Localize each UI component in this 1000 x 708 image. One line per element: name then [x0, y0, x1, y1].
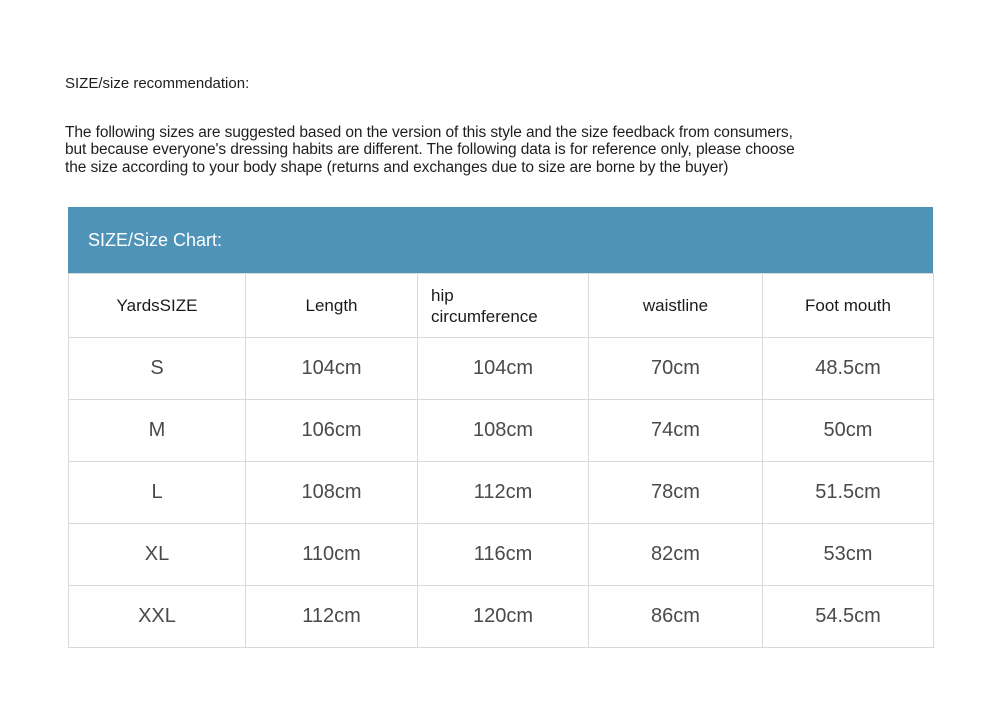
measurement-cell: 116cm: [418, 524, 589, 586]
column-header-hip: hip circumference: [418, 274, 589, 338]
measurement-cell: 82cm: [589, 524, 763, 586]
size-chart-table: [68, 273, 934, 648]
measurement-cell: 48.5cm: [763, 338, 934, 400]
size-cell: L: [69, 462, 246, 524]
measurement-cell: 110cm: [246, 524, 418, 586]
size-cell: S: [69, 338, 246, 400]
header-row: [69, 274, 934, 338]
table-row: [69, 462, 934, 524]
size-chart-header-bar: [68, 207, 933, 273]
measurement-cell: 86cm: [589, 586, 763, 648]
size-recommendation-title: SIZE/size recommendation:: [65, 75, 250, 92]
measurement-cell: 112cm: [246, 586, 418, 648]
table-row: [69, 338, 934, 400]
column-header-waistline: waistline: [589, 274, 763, 338]
measurement-cell: 108cm: [246, 462, 418, 524]
size-cell: XL: [69, 524, 246, 586]
size-chart-table-head: [69, 274, 934, 338]
paragraph-line: but because everyone's dressing habits are different. The following data is for reference only, please choose: [65, 141, 795, 159]
measurement-cell: 54.5cm: [763, 586, 934, 648]
measurement-cell: 78cm: [589, 462, 763, 524]
size-cell: M: [69, 400, 246, 462]
size-chart-table-wrap: [68, 273, 933, 648]
measurement-cell: 50cm: [763, 400, 934, 462]
column-header-length: Length: [246, 274, 418, 338]
paragraph-line: The following sizes are suggested based on the version of this style and the size feedback from consumers,: [65, 124, 793, 141]
measurement-cell: 51.5cm: [763, 462, 934, 524]
measurement-cell: 112cm: [418, 462, 589, 524]
measurement-cell: 106cm: [246, 400, 418, 462]
size-cell: XXL: [69, 586, 246, 648]
measurement-cell: 104cm: [418, 338, 589, 400]
table-row: [69, 524, 934, 586]
measurement-cell: 104cm: [246, 338, 418, 400]
measurement-cell: 70cm: [589, 338, 763, 400]
size-chart-header-title: SIZE/Size Chart:: [88, 229, 223, 250]
table-row: [69, 400, 934, 462]
table-row: [69, 586, 934, 648]
measurement-cell: 74cm: [589, 400, 763, 462]
measurement-cell: 120cm: [418, 586, 589, 648]
size-recommendation-paragraph: [65, 124, 795, 176]
size-chart-table-body: [69, 338, 934, 648]
measurement-cell: 108cm: [418, 400, 589, 462]
measurement-cell: 53cm: [763, 524, 934, 586]
column-header-foot-mouth: Foot mouth: [763, 274, 934, 338]
paragraph-line: the size according to your body shape (returns and exchanges due to size are borne by the buyer): [65, 158, 729, 176]
column-header-size: YardsSIZE: [69, 274, 246, 338]
